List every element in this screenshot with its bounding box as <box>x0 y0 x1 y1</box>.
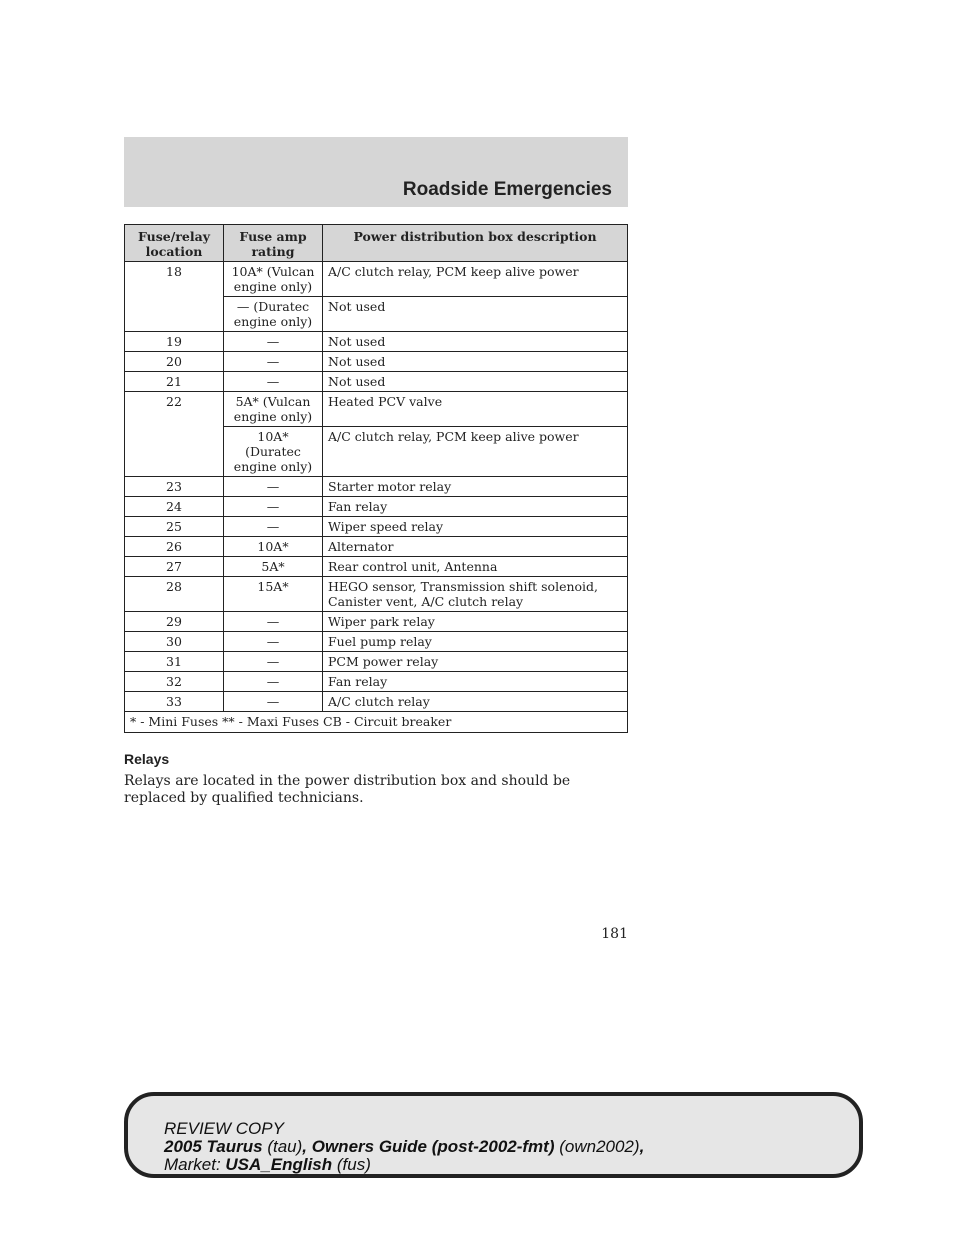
table-row <box>125 612 628 632</box>
review-copy-line: REVIEW COPY <box>164 1119 284 1138</box>
fuse-amp-cell: 10A* (Duratec engine only) <box>224 427 323 477</box>
table-row <box>125 352 628 372</box>
review-copy-text <box>164 1120 644 1174</box>
fuse-amp-cell: — <box>224 352 323 372</box>
fuse-amp-cell: — (Duratec engine only) <box>224 297 323 332</box>
section-header-band <box>124 137 628 207</box>
review-copy-box <box>124 1092 863 1178</box>
fuse-description-cell: Fan relay <box>323 672 628 692</box>
section-title: Roadside Emergencies <box>402 179 612 200</box>
fuse-location-cell: 18 <box>125 262 224 332</box>
fuse-location-cell: 19 <box>125 332 224 352</box>
table-header-row <box>125 225 628 262</box>
fuse-description-cell: A/C clutch relay, PCM keep alive power <box>323 427 628 477</box>
page-number: 181 <box>601 926 628 942</box>
fuse-location-cell: 32 <box>125 672 224 692</box>
table-row <box>125 652 628 672</box>
review-model-code: (tau) <box>262 1137 303 1156</box>
review-model-line <box>164 1138 644 1156</box>
fuse-description-cell: Wiper speed relay <box>323 517 628 537</box>
relays-paragraph: Relays are located in the power distribution box and should be replaced by qualified technicians. <box>124 773 571 806</box>
table-footnote: * - Mini Fuses ** - Maxi Fuses CB - Circuit breaker <box>125 712 628 733</box>
header-description: Power distribution box description <box>323 225 628 262</box>
table-row <box>125 537 628 557</box>
table-row <box>125 672 628 692</box>
table-footnote-row <box>125 712 628 733</box>
table-row <box>125 557 628 577</box>
review-guide: Owners Guide (post-2002-fmt) <box>311 1137 555 1156</box>
fuse-description-cell: Fan relay <box>323 497 628 517</box>
fuse-description-cell: A/C clutch relay <box>323 692 628 712</box>
fuse-amp-cell: — <box>224 652 323 672</box>
fuse-description-cell: Rear control unit, Antenna <box>323 557 628 577</box>
fuse-location-cell: 22 <box>125 392 224 477</box>
fuse-description-cell: Alternator <box>323 537 628 557</box>
fuse-description-cell: Not used <box>323 352 628 372</box>
relays-heading: Relays <box>124 751 170 767</box>
fuse-description-cell: A/C clutch relay, PCM keep alive power <box>323 262 628 297</box>
fuse-location-cell: 31 <box>125 652 224 672</box>
fuse-location-cell: 30 <box>125 632 224 652</box>
review-market: USA_English <box>225 1155 333 1174</box>
fuse-description-cell: PCM power relay <box>323 652 628 672</box>
review-guide-separator: , <box>302 1137 312 1156</box>
fuse-amp-cell: — <box>224 517 323 537</box>
table-row <box>125 392 628 427</box>
fuse-location-cell: 29 <box>125 612 224 632</box>
fuse-amp-cell: — <box>224 632 323 652</box>
fuse-amp-cell: — <box>224 372 323 392</box>
fuse-location-cell: 26 <box>125 537 224 557</box>
table-row <box>125 497 628 517</box>
review-model: 2005 Taurus <box>164 1137 263 1156</box>
fuse-description-cell: Fuel pump relay <box>323 632 628 652</box>
review-market-label: Market: <box>164 1155 226 1174</box>
fuse-description-cell: Heated PCV valve <box>323 392 628 427</box>
fuse-amp-cell: — <box>224 497 323 517</box>
fuse-location-cell: 20 <box>125 352 224 372</box>
header-location: Fuse/relay location <box>125 225 224 262</box>
fuse-location-cell: 21 <box>125 372 224 392</box>
review-guide-code: (own2002) <box>554 1137 640 1156</box>
fuse-amp-cell: — <box>224 672 323 692</box>
fuse-amp-cell: 15A* <box>224 577 323 612</box>
fuse-description-cell: Not used <box>323 297 628 332</box>
review-market-code: (fus) <box>332 1155 371 1174</box>
table-row <box>125 372 628 392</box>
fuse-amp-cell: — <box>224 612 323 632</box>
fuse-location-cell: 25 <box>125 517 224 537</box>
fuse-amp-cell: 10A* <box>224 537 323 557</box>
fuse-description-cell: Wiper park relay <box>323 612 628 632</box>
table-row <box>125 332 628 352</box>
fuse-description-cell: Starter motor relay <box>323 477 628 497</box>
table-row <box>125 262 628 297</box>
header-amp-rating: Fuse amp rating <box>224 225 323 262</box>
fuse-amp-cell: — <box>224 332 323 352</box>
fuse-amp-cell: 5A* <box>224 557 323 577</box>
table-row <box>125 477 628 497</box>
fuse-description-cell: Not used <box>323 372 628 392</box>
fuse-amp-cell: 10A* (Vulcan engine only) <box>224 262 323 297</box>
table-row <box>125 577 628 612</box>
fuse-location-cell: 27 <box>125 557 224 577</box>
review-market-line <box>164 1156 644 1174</box>
fuse-description-cell: Not used <box>323 332 628 352</box>
fuse-amp-cell: 5A* (Vulcan engine only) <box>224 392 323 427</box>
fuse-location-cell: 33 <box>125 692 224 712</box>
fuse-description-cell: HEGO sensor, Transmission shift solenoid, Canister vent, A/C clutch relay <box>323 577 628 612</box>
fuse-location-cell: 23 <box>125 477 224 497</box>
fuse-location-cell: 24 <box>125 497 224 517</box>
table-body <box>125 262 628 712</box>
fuse-location-cell: 28 <box>125 577 224 612</box>
table-row <box>125 692 628 712</box>
table-row <box>125 632 628 652</box>
fuse-table <box>124 224 628 733</box>
table-row <box>125 517 628 537</box>
fuse-amp-cell: — <box>224 692 323 712</box>
fuse-amp-cell: — <box>224 477 323 497</box>
review-trailing-comma: , <box>639 1137 645 1156</box>
